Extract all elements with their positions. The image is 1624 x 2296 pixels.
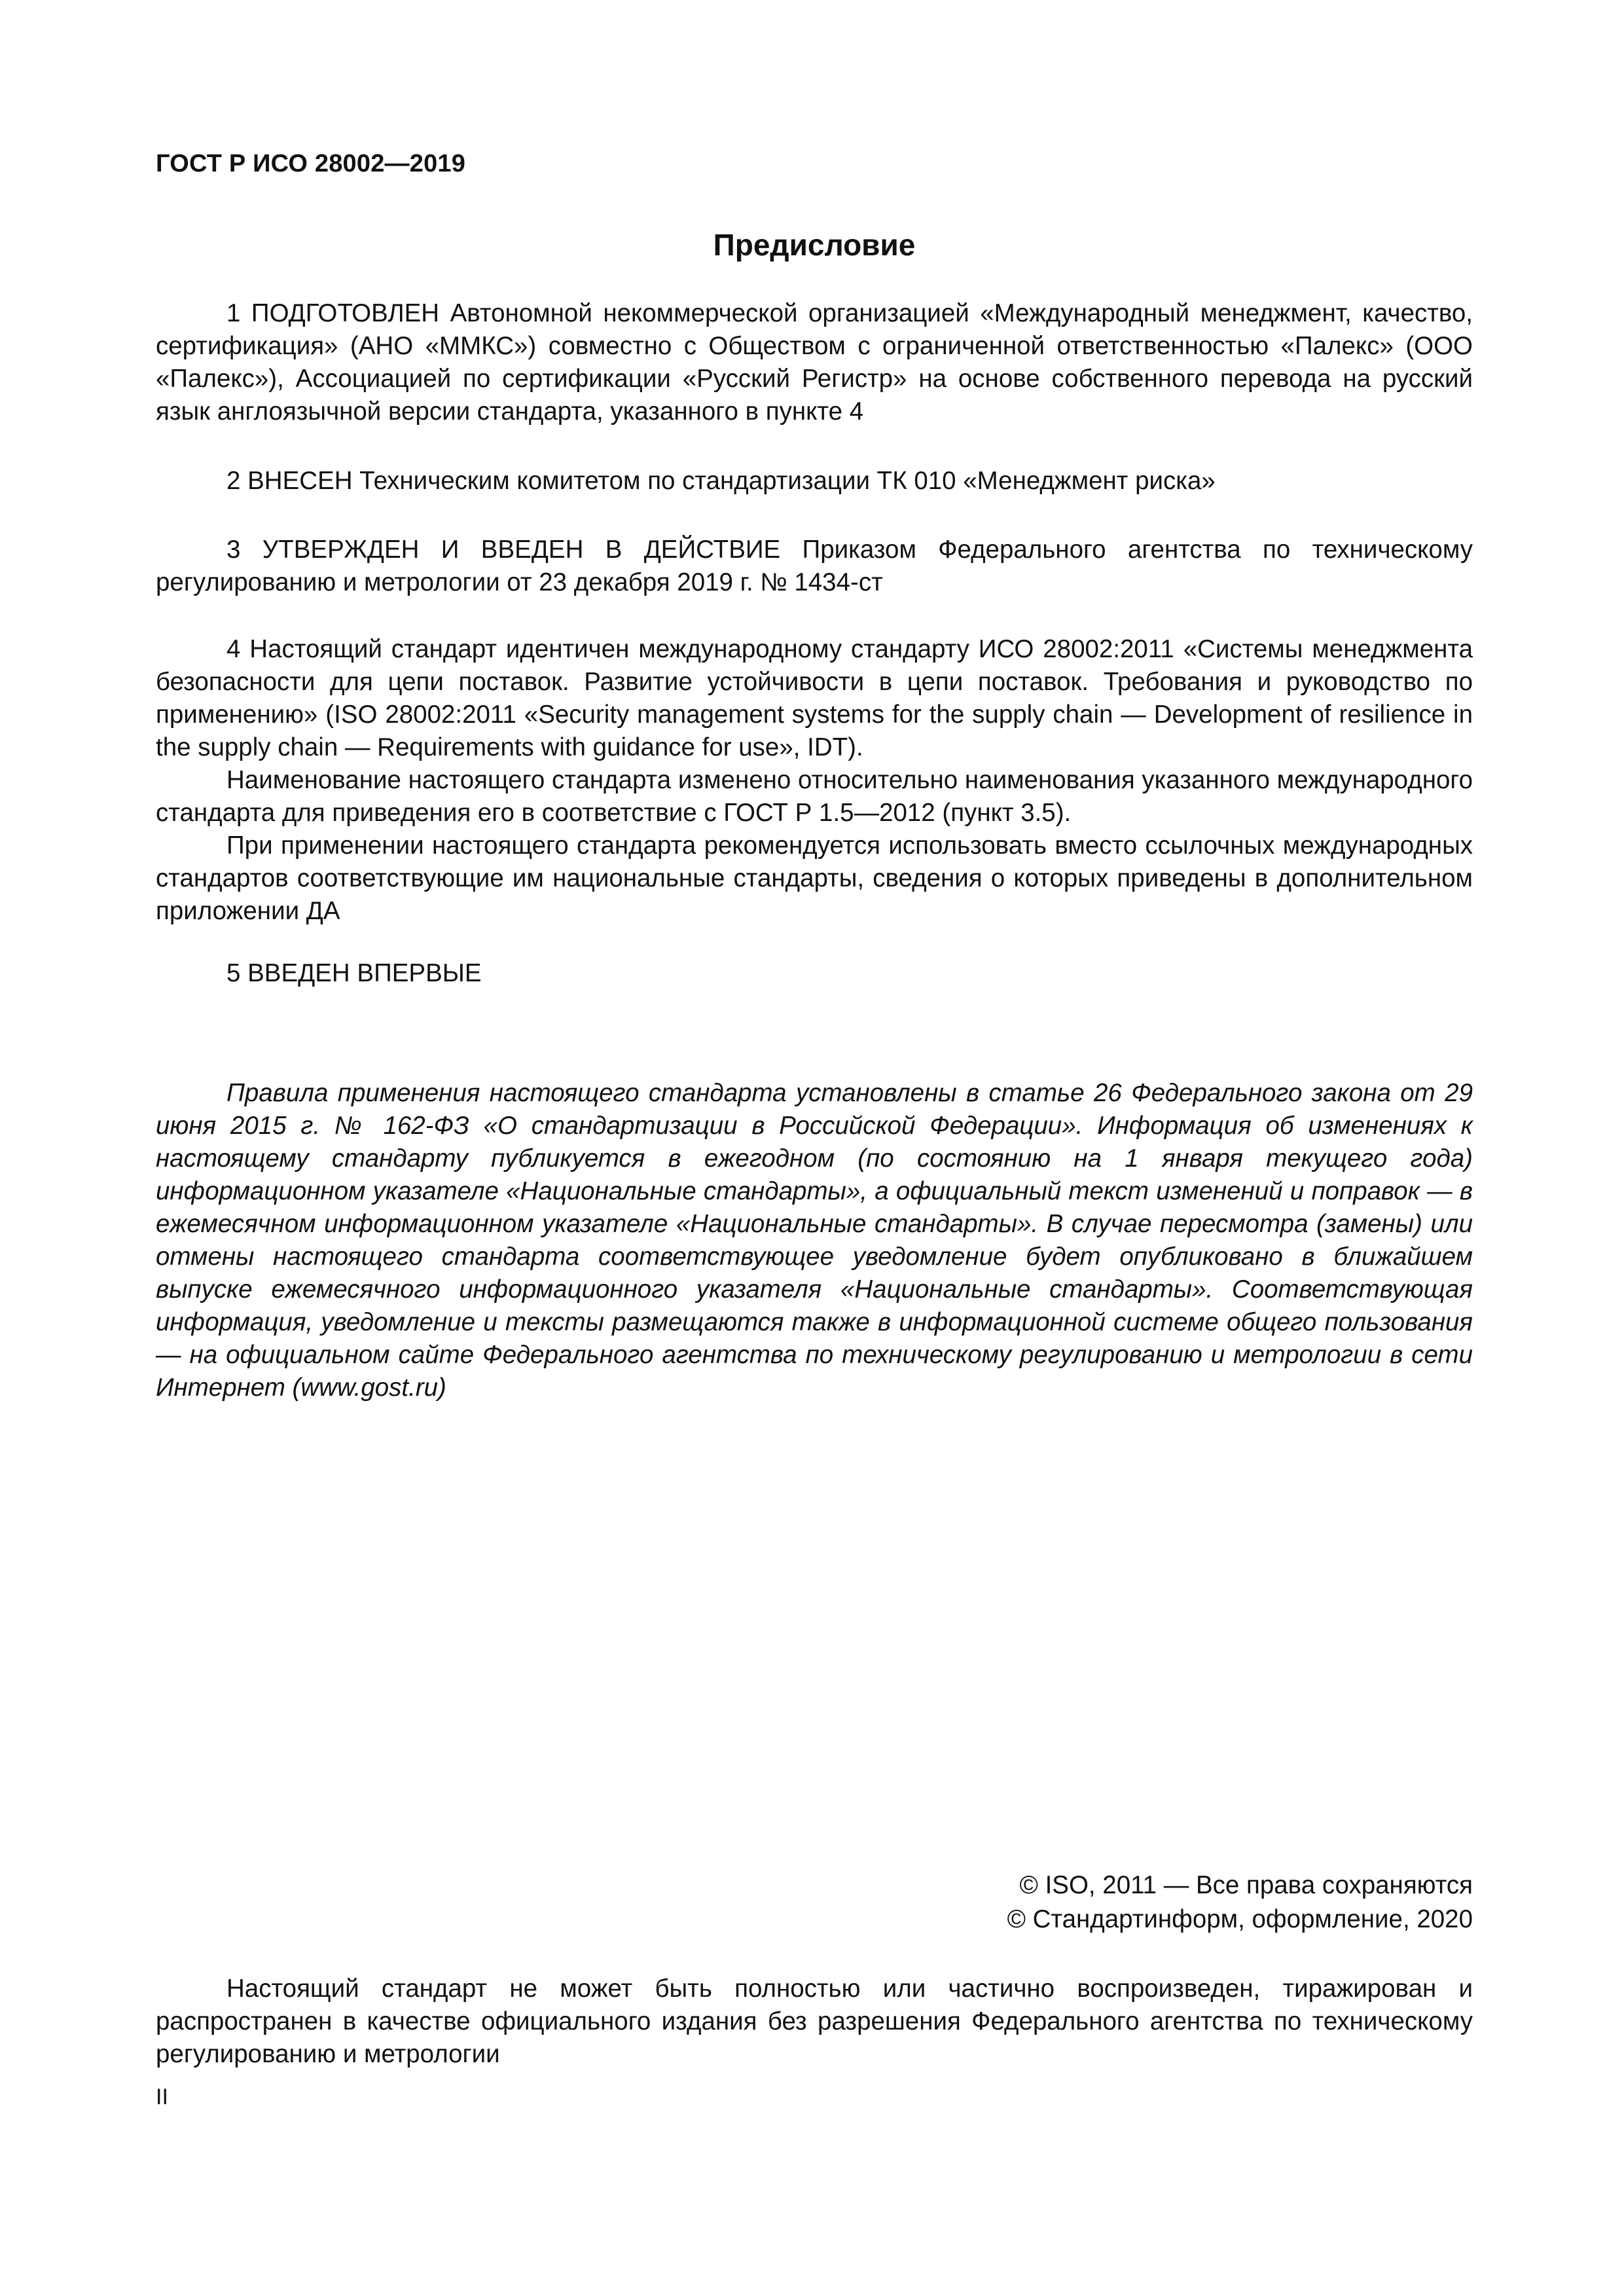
foreword-paragraph: При применении настоящего стандарта рекомендуется использовать вместо ссылочных международных стандартов соответствующие им национальные стандарты, сведения о которых приведены в дополнительном приложении ДА (156, 831, 1473, 925)
foreword-paragraph: 5 ВВЕДЕН ВПЕРВЫЕ (226, 959, 482, 987)
foreword-item-2 (156, 465, 1473, 498)
foreword-item-4 (156, 633, 1473, 928)
foreword-item-3 (156, 534, 1473, 599)
copyright-iso: © ISO, 2011 — Все права сохраняются (1019, 1871, 1473, 1899)
foreword-paragraph: Наименование настоящего стандарта изменено относительно наименования указанного международного стандарта для приведения его в соответствие с ГОСТ Р 1.5—2012 (пункт 3.5). (156, 766, 1473, 827)
foreword-item-1 (156, 297, 1473, 428)
copyright-block (1007, 1868, 1473, 1937)
foreword-paragraph: 2 ВНЕСЕН Техническим комитетом по стандартизации ТК 010 «Менеджмент риска» (226, 467, 1216, 495)
foreword-item-5 (156, 957, 1473, 990)
reproduction-restriction-note: Настоящий стандарт не может быть полностью или частично воспроизведен, тиражирован и распространен в качестве официального издания без разрешения Федерального агентства по техническому регулированию и метрологии (156, 1975, 1473, 2068)
foreword-title: Предисловие (713, 228, 916, 262)
copyright-standartinform: © Стандартинформ, оформление, 2020 (1007, 1905, 1473, 1933)
foreword-paragraph: 1 ПОДГОТОВЛЕН Автономной некоммерческой организацией «Международный менеджмент, качество, сертификация» (АНО «ММКС») совместно с Обществом с ограниченной ответственностью «Палекс» (ООО «Палекс»), Ассоциацией по сертификации «Русский Регистр» на основе собственного перевода на русский язык англоязычной версии стандарта, указанного в пункте 4 (156, 299, 1473, 426)
rules-of-application-note: Правила применения настоящего стандарта установлены в статье 26 Федерального закона от 29 июня 2015 г. № 162-ФЗ «О стандартизации в Российской Федерации». Информация об изменениях к настоящему стандарту публикуется в ежегодном (по состоянию на 1 января текущего года) информационном указателе «Национальные стандарты», а официальный текст изменений и поправок — в ежемесячном информационном указателе «Национальные стандарты». В случае пересмотра (замены) или отмены настоящего стандарта соответствующее уведомление будет опубликовано в ближайшем выпуске ежемесячного информационного указателя «Национальные стандарты». Соответствующая информация, уведомление и тексты размещаются также в информационной системе общего пользования — на официальном сайте Федерального агентства по техническому регулированию и метрологии в сети Интернет (www.gost.ru) (156, 1079, 1473, 1402)
foreword-paragraph: 4 Настоящий стандарт идентичен международному стандарту ИСО 28002:2011 «Системы менеджмента безопасности для цепи поставок. Развитие устойчивости в цепи поставок. Требования и руководство по применению» (ISO 28002:2011 «Security management systems for the supply chain — Development of resilience in the supply chain — Requirements with guidance for use», IDT). (156, 635, 1473, 761)
page-number: II (156, 2085, 168, 2109)
foreword-paragraph: 3 УТВЕРЖДЕН И ВВЕДЕН В ДЕЙСТВИЕ Приказом Федерального агентства по техническому регулированию и метрологии от 23 декабря 2019 г. № 1434-ст (156, 536, 1473, 596)
document-code: ГОСТ Р ИСО 28002—2019 (156, 150, 466, 177)
